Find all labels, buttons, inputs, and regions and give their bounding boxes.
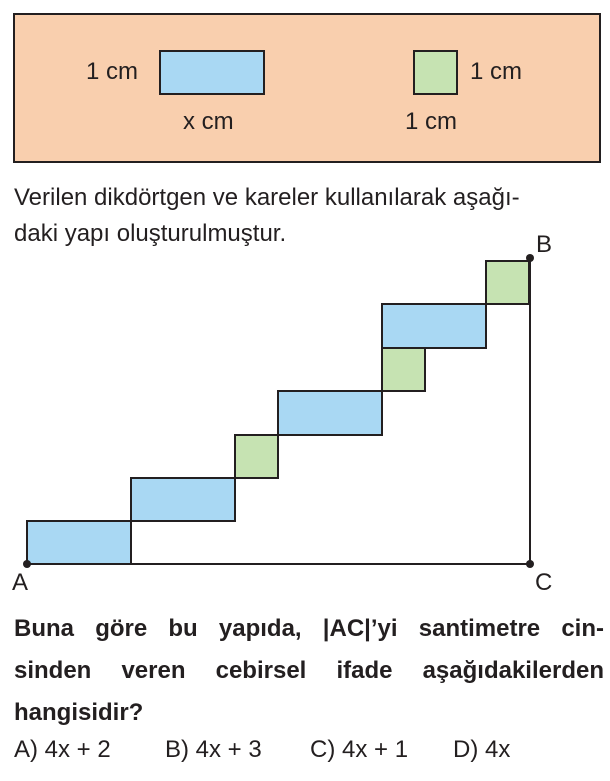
question-line-1: Buna göre bu yapıda, |AC|’yi santimetre cin- bbox=[14, 615, 604, 642]
legend-square-bottom-label: 1 cm bbox=[405, 108, 458, 135]
option-a[interactable]: A) 4x + 2 bbox=[14, 736, 111, 763]
point-a-dot bbox=[23, 560, 31, 568]
stair-square bbox=[382, 348, 425, 391]
stair-rectangle bbox=[131, 478, 235, 521]
point-b-label: B bbox=[536, 231, 553, 258]
intro-line-1: Verilen dikdörtgen ve kareler kullanılarak aşağı- bbox=[14, 184, 520, 211]
intro-line-2: daki yapı oluşturulmuştur. bbox=[14, 220, 287, 247]
question-line-2: sinden veren cebirsel ifade aşağıdakilerden bbox=[14, 657, 604, 684]
question-text bbox=[14, 608, 604, 734]
point-c-label: C bbox=[535, 569, 553, 596]
answer-options bbox=[14, 736, 510, 764]
legend-rect-height-label: 1 cm bbox=[86, 58, 139, 85]
stair-rectangle bbox=[278, 391, 382, 435]
option-d[interactable]: D) 4x bbox=[453, 736, 511, 763]
option-b[interactable]: B) 4x + 3 bbox=[165, 736, 262, 763]
point-c-dot bbox=[526, 560, 534, 568]
legend-rect-width-label: x cm bbox=[183, 108, 234, 135]
legend-square-side-label: 1 cm bbox=[470, 58, 523, 85]
stair-rectangle bbox=[382, 304, 486, 348]
point-a-label: A bbox=[12, 569, 29, 596]
stair-rectangle bbox=[27, 521, 131, 564]
option-c[interactable]: C) 4x + 1 bbox=[310, 736, 409, 763]
stair-square bbox=[486, 261, 529, 304]
stair-square bbox=[235, 435, 278, 478]
question-line-3: hangisidir? bbox=[14, 699, 144, 726]
point-b-dot bbox=[526, 254, 534, 262]
